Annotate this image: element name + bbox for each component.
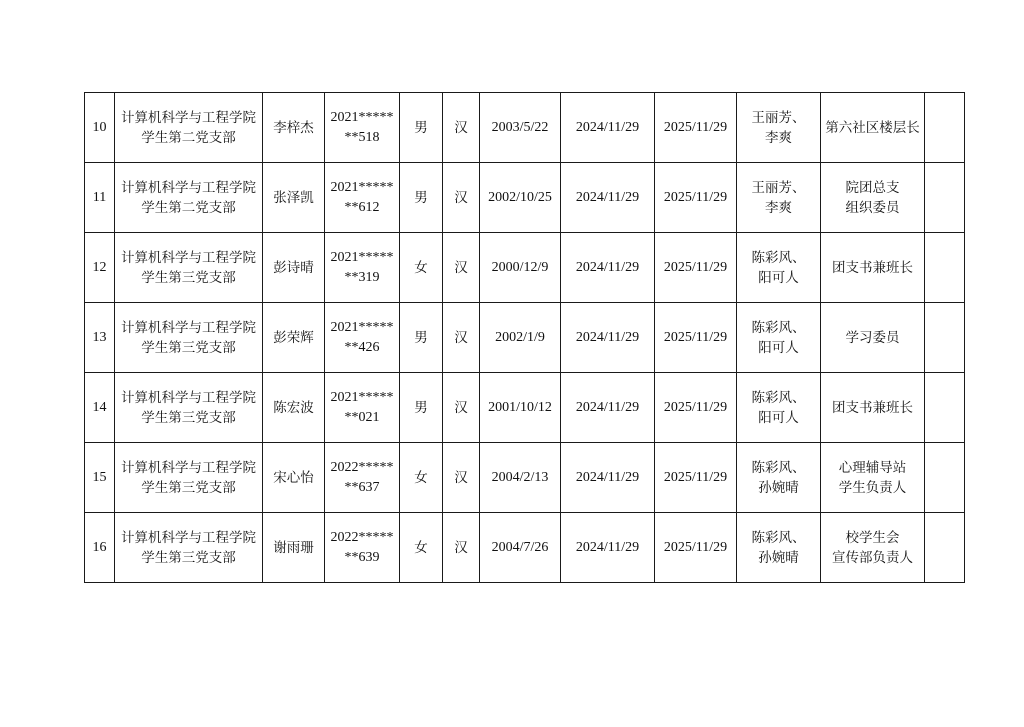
position [821, 443, 925, 513]
student-name [263, 163, 325, 233]
ethnicity [443, 373, 480, 443]
position [821, 233, 925, 303]
birth-date-text: 2002/10/25 [488, 189, 552, 205]
party-branch-text: 学生第三党支部 [141, 549, 236, 566]
party-branch [115, 373, 263, 443]
contacts-text: 陈彩风、 [751, 249, 806, 266]
table-row [85, 233, 965, 303]
position [821, 373, 925, 443]
position-text: 组织委员 [845, 199, 900, 216]
gender [400, 373, 443, 443]
student-id-text: **518 [344, 129, 380, 145]
student-id-text: **426 [344, 339, 380, 355]
birth-date [480, 373, 561, 443]
ethnicity-text: 汉 [454, 399, 468, 416]
ethnicity-text: 汉 [454, 329, 468, 346]
row-number [85, 303, 115, 373]
contacts-text: 陈彩风、 [751, 389, 806, 406]
party-branch-text: 学生第三党支部 [141, 409, 236, 426]
ethnicity-text: 汉 [454, 539, 468, 556]
party-branch [115, 443, 263, 513]
birth-date [480, 93, 561, 163]
start-date-text: 2024/11/29 [575, 119, 640, 135]
contacts-text: 陈彩风、 [751, 459, 806, 476]
gender-text: 女 [414, 539, 428, 556]
party-branch [115, 233, 263, 303]
position-text: 团支书兼班长 [832, 399, 913, 416]
end-date-text: 2025/11/29 [663, 189, 728, 205]
student-name [263, 303, 325, 373]
position [821, 513, 925, 583]
start-date [561, 233, 655, 303]
student-name-text: 张泽凯 [273, 189, 314, 206]
end-date-text: 2025/11/29 [663, 259, 728, 275]
student-id [325, 303, 400, 373]
student-name-text: 陈宏波 [273, 399, 314, 416]
student-id-text: 2021***** [330, 389, 394, 405]
end-date-text: 2025/11/29 [663, 469, 728, 485]
end-date-text: 2025/11/29 [663, 329, 728, 345]
contacts-text: 阳可人 [758, 269, 799, 286]
contacts [737, 233, 821, 303]
end-date [655, 303, 737, 373]
contacts [737, 513, 821, 583]
remark [925, 163, 965, 233]
contacts [737, 373, 821, 443]
start-date [561, 443, 655, 513]
row-number-text: 16 [92, 539, 107, 555]
contacts-text: 李爽 [765, 199, 792, 216]
student-id-text: 2021***** [330, 319, 394, 335]
row-number [85, 373, 115, 443]
student-id-text: 2022***** [330, 529, 394, 545]
row-number [85, 513, 115, 583]
student-id-text: **612 [344, 199, 380, 215]
row-number-text: 13 [92, 329, 107, 345]
end-date-text: 2025/11/29 [663, 119, 728, 135]
student-id-text: **021 [344, 409, 380, 425]
student-id-text: 2021***** [330, 109, 394, 125]
gender [400, 443, 443, 513]
position [821, 303, 925, 373]
contacts-text: 王丽芳、 [751, 179, 806, 196]
position-text: 学习委员 [845, 329, 900, 346]
contacts [737, 443, 821, 513]
student-id [325, 233, 400, 303]
position [821, 163, 925, 233]
gender [400, 513, 443, 583]
party-branch [115, 513, 263, 583]
party-branch-text: 学生第二党支部 [141, 199, 236, 216]
row-number-text: 12 [92, 259, 107, 275]
student-id-text: 2021***** [330, 249, 394, 265]
student-id [325, 373, 400, 443]
row-number-text: 10 [92, 119, 107, 135]
gender [400, 233, 443, 303]
gender-text: 男 [414, 329, 428, 346]
student-name-text: 宋心怡 [273, 469, 314, 486]
ethnicity-text: 汉 [454, 469, 468, 486]
birth-date-text: 2004/7/26 [491, 539, 549, 555]
contacts-text: 孙婉晴 [758, 549, 799, 566]
contacts-text: 陈彩风、 [751, 319, 806, 336]
contacts-text: 孙婉晴 [758, 479, 799, 496]
row-number-text: 15 [92, 469, 107, 485]
end-date-text: 2025/11/29 [663, 539, 728, 555]
student-id-text: **637 [344, 479, 380, 495]
party-branch-text: 学生第三党支部 [141, 269, 236, 286]
remark [925, 303, 965, 373]
end-date [655, 93, 737, 163]
student-name [263, 373, 325, 443]
student-name [263, 93, 325, 163]
party-branch-text: 计算机科学与工程学院 [121, 389, 256, 406]
student-id-text: **639 [344, 549, 380, 565]
end-date-text: 2025/11/29 [663, 399, 728, 415]
start-date [561, 93, 655, 163]
party-branch-text: 计算机科学与工程学院 [121, 319, 256, 336]
student-name [263, 513, 325, 583]
birth-date [480, 233, 561, 303]
party-branch-text: 计算机科学与工程学院 [121, 109, 256, 126]
table-row [85, 163, 965, 233]
birth-date-text: 2002/1/9 [495, 329, 545, 345]
table-row [85, 93, 965, 163]
gender-text: 女 [414, 469, 428, 486]
gender-text: 男 [414, 189, 428, 206]
row-number [85, 93, 115, 163]
gender [400, 93, 443, 163]
student-id [325, 93, 400, 163]
ethnicity-text: 汉 [454, 119, 468, 136]
gender [400, 163, 443, 233]
student-id [325, 513, 400, 583]
start-date [561, 373, 655, 443]
end-date [655, 373, 737, 443]
end-date [655, 163, 737, 233]
position-text: 第六社区楼层长 [825, 119, 920, 136]
position [821, 93, 925, 163]
remark [925, 443, 965, 513]
party-branch [115, 163, 263, 233]
end-date [655, 233, 737, 303]
position-text: 校学生会 [845, 529, 900, 546]
contacts-text: 王丽芳、 [751, 109, 806, 126]
remark [925, 373, 965, 443]
student-name [263, 443, 325, 513]
student-id-text: 2022***** [330, 459, 394, 475]
contacts-text: 阳可人 [758, 409, 799, 426]
start-date [561, 303, 655, 373]
position-text: 心理辅导站 [838, 459, 907, 476]
student-id-text: **319 [344, 269, 380, 285]
row-number-text: 11 [92, 189, 107, 205]
ethnicity [443, 93, 480, 163]
table-row [85, 373, 965, 443]
table-row [85, 303, 965, 373]
start-date-text: 2024/11/29 [575, 469, 640, 485]
party-branch-text: 学生第三党支部 [141, 339, 236, 356]
party-branch-text: 学生第三党支部 [141, 479, 236, 496]
remark [925, 233, 965, 303]
party-branch-text: 计算机科学与工程学院 [121, 179, 256, 196]
start-date-text: 2024/11/29 [575, 399, 640, 415]
gender-text: 男 [414, 119, 428, 136]
contacts-text: 李爽 [765, 129, 792, 146]
student-name-text: 李梓杰 [273, 119, 314, 136]
birth-date [480, 513, 561, 583]
party-branch-text: 计算机科学与工程学院 [121, 529, 256, 546]
contacts [737, 303, 821, 373]
remark [925, 93, 965, 163]
ethnicity-text: 汉 [454, 259, 468, 276]
party-branch-text: 学生第二党支部 [141, 129, 236, 146]
end-date [655, 443, 737, 513]
table-row [85, 513, 965, 583]
gender [400, 303, 443, 373]
contacts-text: 阳可人 [758, 339, 799, 356]
party-branch-text: 计算机科学与工程学院 [121, 249, 256, 266]
birth-date [480, 163, 561, 233]
position-text: 学生负责人 [838, 479, 907, 496]
student-name-text: 彭荣辉 [273, 329, 314, 346]
gender-text: 女 [414, 259, 428, 276]
birth-date [480, 443, 561, 513]
position-text: 团支书兼班长 [832, 259, 913, 276]
birth-date-text: 2001/10/12 [488, 399, 552, 415]
row-number [85, 163, 115, 233]
ethnicity [443, 233, 480, 303]
ethnicity-text: 汉 [454, 189, 468, 206]
start-date-text: 2024/11/29 [575, 539, 640, 555]
ethnicity [443, 303, 480, 373]
party-branch-text: 计算机科学与工程学院 [121, 459, 256, 476]
student-name [263, 233, 325, 303]
student-id [325, 163, 400, 233]
party-branch [115, 93, 263, 163]
birth-date-text: 2003/5/22 [491, 119, 549, 135]
position-text: 院团总支 [845, 179, 900, 196]
birth-date-text: 2004/2/13 [491, 469, 549, 485]
ethnicity [443, 443, 480, 513]
student-id [325, 443, 400, 513]
student-id-text: 2021***** [330, 179, 394, 195]
contacts-text: 陈彩风、 [751, 529, 806, 546]
student-name-text: 彭诗晴 [273, 259, 314, 276]
birth-date-text: 2000/12/9 [491, 259, 549, 275]
table-row [85, 443, 965, 513]
start-date-text: 2024/11/29 [575, 189, 640, 205]
contacts [737, 93, 821, 163]
start-date-text: 2024/11/29 [575, 259, 640, 275]
position-text: 宣传部负责人 [832, 549, 913, 566]
row-number [85, 233, 115, 303]
party-branch [115, 303, 263, 373]
start-date-text: 2024/11/29 [575, 329, 640, 345]
row-number [85, 443, 115, 513]
end-date [655, 513, 737, 583]
remark [925, 513, 965, 583]
birth-date [480, 303, 561, 373]
roster-body [85, 93, 965, 583]
contacts [737, 163, 821, 233]
ethnicity [443, 163, 480, 233]
start-date [561, 163, 655, 233]
ethnicity [443, 513, 480, 583]
student-name-text: 谢雨珊 [273, 539, 314, 556]
gender-text: 男 [414, 399, 428, 416]
start-date [561, 513, 655, 583]
roster-table [84, 92, 965, 583]
row-number-text: 14 [92, 399, 107, 415]
